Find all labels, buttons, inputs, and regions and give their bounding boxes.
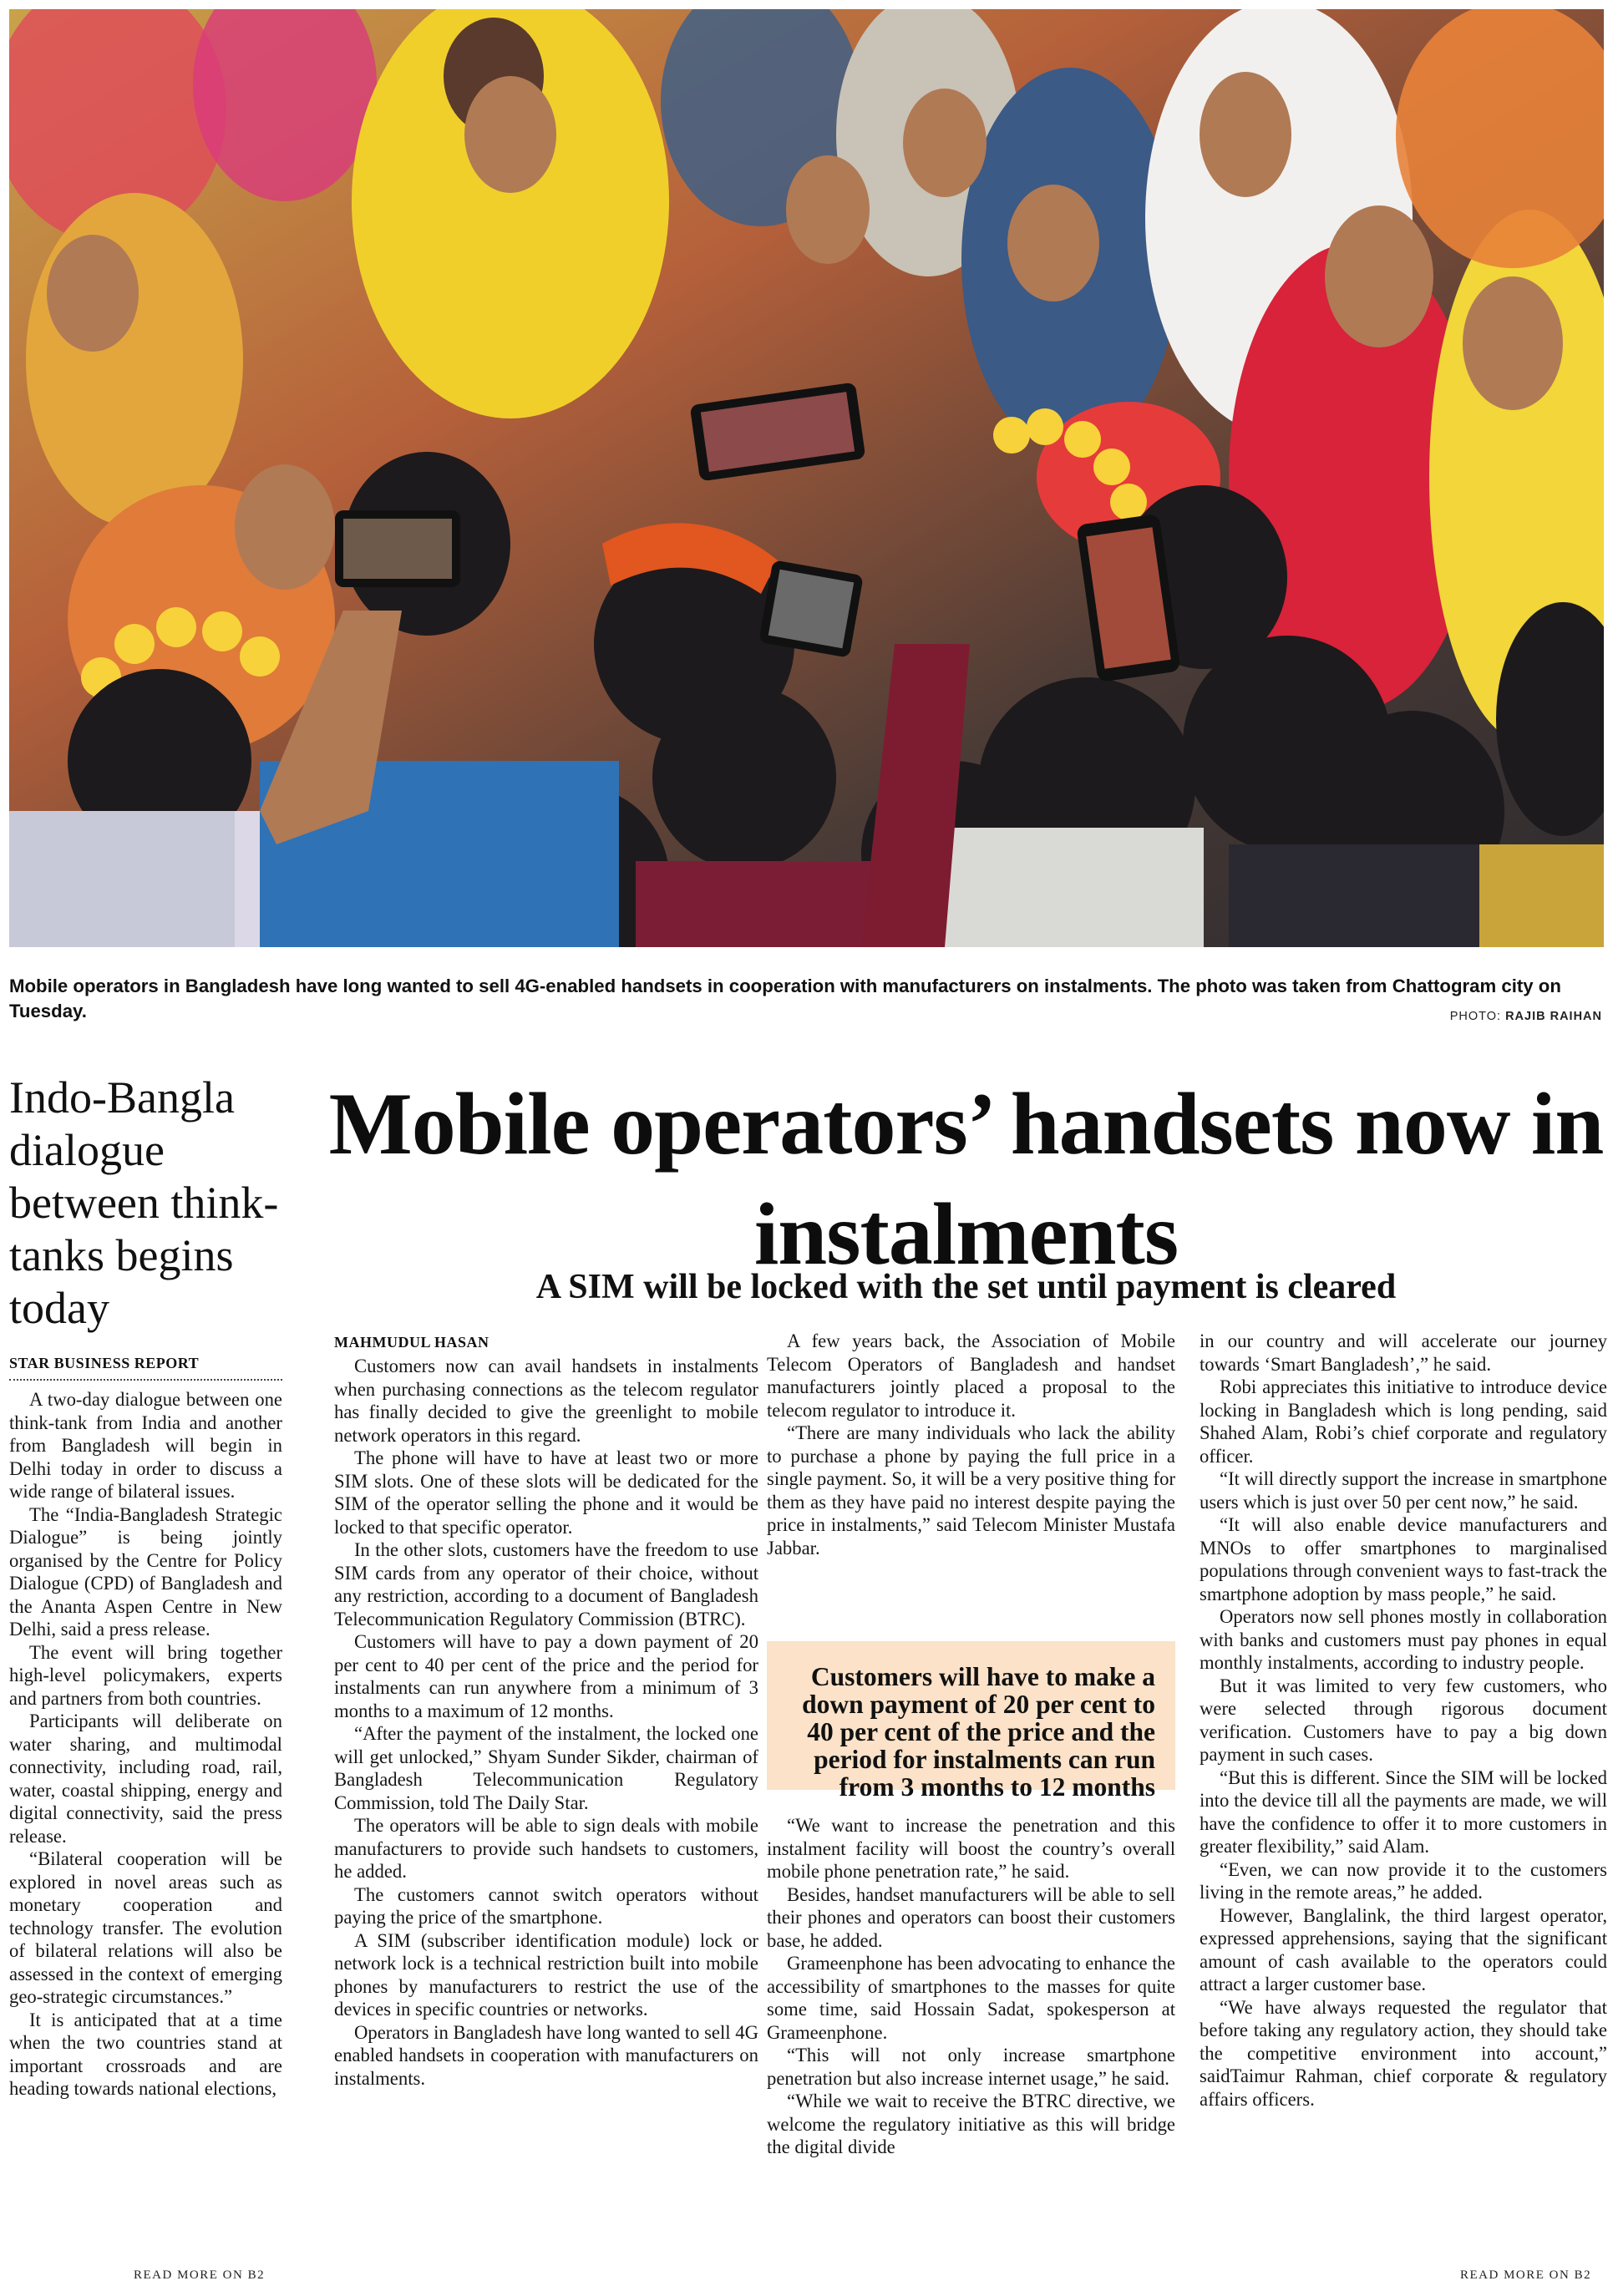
side-paragraph: Participants will deliberate on water sharing, and multimodal connectivity, including road, rail, water, coastal shipping, energy and digital connectivity, said the press release. bbox=[9, 1711, 282, 1847]
main-paragraph: “We have always requested the regulator that before taking any regulatory action, they should take the competitive environment into account,” saidTaimur Rahman, chief corporate & regulatory affairs officers. bbox=[1200, 1996, 1607, 2110]
side-paragraph: The event will bring together high-level policymakers, experts and partners from both countries. bbox=[9, 1641, 282, 1709]
photo-credit-name: RAJIB RAIHAN bbox=[1505, 1010, 1602, 1023]
main-paragraph: “We want to increase the penetration and this instalment facility will boost the country’s overall mobile phone penetration rate,” he said. bbox=[767, 1815, 1175, 1882]
main-paragraph: The operators will be able to sign deals with mobile manufacturers to provide such handsets to customers, he added. bbox=[334, 1815, 758, 1882]
main-paragraph: In the other slots, customers have the freedom to use SIM cards from any operator of their choice, without any restriction, according to a document of Bangladesh Telecommunication Regulatory Commission (BTRC). bbox=[334, 1539, 758, 1630]
main-paragraph: “It will also enable device manufacturers and MNOs to offer smartphones to marginalised populations through convenient ways to fast-track the smartphone adoption by mass people,” he said. bbox=[1200, 1514, 1607, 1604]
main-column-2-bottom bbox=[767, 1814, 1175, 2159]
photo-credit-label: PHOTO: bbox=[1449, 1010, 1502, 1023]
byline-divider bbox=[9, 1379, 282, 1381]
main-paragraph: The phone will have to have at least two or more SIM slots. One of these slots will be dedicated for the SIM of the operator selling the phone and it would be locked to that specific operator. bbox=[334, 1447, 758, 1538]
photo-credit bbox=[1450, 1010, 1602, 1023]
main-column-1 bbox=[334, 1355, 758, 2090]
side-paragraph: “Bilateral cooperation will be explored in novel areas such as monetary cooperation and technology transfer. The evolution of bilateral relations will also be assessed in the context of emerging geo-strategic circumstances.” bbox=[9, 1848, 282, 2007]
pull-quote-box bbox=[767, 1641, 1175, 1802]
news-photo bbox=[9, 9, 1604, 947]
side-story-byline: STAR BUSINESS REPORT bbox=[9, 1355, 200, 1371]
main-paragraph: Customers will have to pay a down payment of 20 per cent to 40 per cent of the price and the period for instalments can run anywhere from a minimum of 3 months to a maximum of 12 months. bbox=[334, 1631, 758, 1721]
side-read-more-link[interactable]: READ MORE ON B2 bbox=[134, 2268, 266, 2282]
main-paragraph: in our country and will accelerate our journey towards ‘Smart Bangladesh’,” he said. bbox=[1200, 1330, 1607, 1375]
side-paragraph: It is anticipated that at a time when the two countries stand at important crossroads and are heading towards national elections, bbox=[9, 2009, 282, 2099]
main-read-more-link[interactable]: READ MORE ON B2 bbox=[1460, 2268, 1592, 2282]
main-paragraph: “There are many individuals who lack the ability to purchase a phone by paying the full price in a single payment. So, it will be a very positive thing for them as they have paid no interest despite paying the price in instalments,” said Telecom Minister Mustafa Jabbar. bbox=[767, 1422, 1175, 1559]
side-story-headline: Indo-Bangla dialogue between think-tanks begins today bbox=[9, 1072, 279, 1333]
main-headline: Mobile operators’ handsets now in instalments bbox=[328, 1075, 1604, 1283]
main-byline: MAHMUDUL HASAN bbox=[334, 1334, 489, 1351]
main-paragraph: A SIM (subscriber identification module) lock or network lock is a technical restriction built into mobile phones by manufacturers to restrict the use of the devices in specific countries or networks. bbox=[334, 1929, 758, 2020]
side-story-body bbox=[9, 1388, 282, 2101]
pull-quote-text: Customers will have to make a down payment of 20 per cent to 40 per cent of the price and the period for instalments can run from 3 months to 12 months bbox=[802, 1662, 1155, 1802]
main-paragraph: Grameenphone has been advocating to enhance the accessibility of smartphones to the masses for quite some time, said Hossain Sadat, spokesperson at Grameenphone. bbox=[767, 1953, 1175, 2043]
main-paragraph: “While we wait to receive the BTRC directive, we welcome the regulatory initiative as this will bridge the digital divide bbox=[767, 2091, 1175, 2157]
main-column-3 bbox=[1200, 1330, 1607, 2111]
main-paragraph: However, Banglalink, the third largest operator, expressed apprehensions, saying that the significant amount of cash available to the operators could attract a larger customer base. bbox=[1200, 1904, 1607, 1994]
main-paragraph: Operators in Bangladesh have long wanted to sell 4G enabled handsets in cooperation with manufacturers on instalments. bbox=[334, 2021, 758, 2089]
main-paragraph: “Even, we can now provide it to the customers living in the remote areas,” he added. bbox=[1200, 1858, 1607, 1903]
main-subheadline: A SIM will be locked with the set until payment is cleared bbox=[535, 1268, 1397, 1306]
main-paragraph: Customers now can avail handsets in instalments when purchasing connections as the telecom regulator has finally decided to give the greenlight to mobile network operators in this regard. bbox=[334, 1356, 758, 1446]
side-paragraph: The “India-Bangladesh Strategic Dialogue” is being jointly organised by the Centre for Policy Dialogue (CPD) of Bangladesh and the Ananta Aspen Centre in New Delhi, said a press release. bbox=[9, 1503, 282, 1640]
main-paragraph: “This will not only increase smartphone penetration but also increase internet usage,” he said. bbox=[767, 2045, 1175, 2089]
main-paragraph: Besides, handset manufacturers will be able to sell their phones and operators can boost their customers base, he added. bbox=[767, 1883, 1175, 1951]
main-paragraph: The customers cannot switch operators without paying the price of the smartphone. bbox=[334, 1883, 758, 1928]
main-column-2-top bbox=[767, 1330, 1175, 1559]
main-paragraph: A few years back, the Association of Mobile Telecom Operators of Bangladesh and handset manufacturers jointly placed a proposal to the telecom regulator to introduce it. bbox=[767, 1330, 1175, 1421]
main-paragraph: But it was limited to very few customers, who were selected through rigorous document verification. Customers have to pay a big down payment in such cases. bbox=[1200, 1675, 1607, 1765]
photo-caption: Mobile operators in Bangladesh have long wanted to sell 4G-enabled handsets in cooperation with manufacturers on instalments. The photo was taken from Chattogram city on Tuesday. bbox=[9, 976, 1561, 1021]
main-paragraph: “After the payment of the instalment, the locked one will get unlocked,” Shyam Sunder Sikder, chairman of Bangladesh Telecommunication Regulatory Commission, told The Daily Star. bbox=[334, 1723, 758, 1813]
main-paragraph: “It will directly support the increase in smartphone users which is just over 50 per cent now,” he said. bbox=[1200, 1468, 1607, 1513]
main-paragraph: “But this is different. Since the SIM will be locked into the device till all the payments are made, we will have the confidence to offer it to more customers in greater flexibility,” said Alam. bbox=[1200, 1766, 1607, 1857]
side-paragraph: A two-day dialogue between one think-tank from India and another from Bangladesh will begin in Delhi today in order to discuss a wide range of bilateral issues. bbox=[9, 1389, 282, 1502]
crowd-photo-illustration bbox=[9, 9, 1604, 947]
main-paragraph: Robi appreciates this initiative to introduce device locking in Bangladesh which is long pending, said Shahed Alam, Robi’s chief corporate and regulatory officer. bbox=[1200, 1376, 1607, 1467]
main-paragraph: Operators now sell phones mostly in collaboration with banks and customers must pay phones in equal monthly instalments, according to industry people. bbox=[1200, 1606, 1607, 1673]
